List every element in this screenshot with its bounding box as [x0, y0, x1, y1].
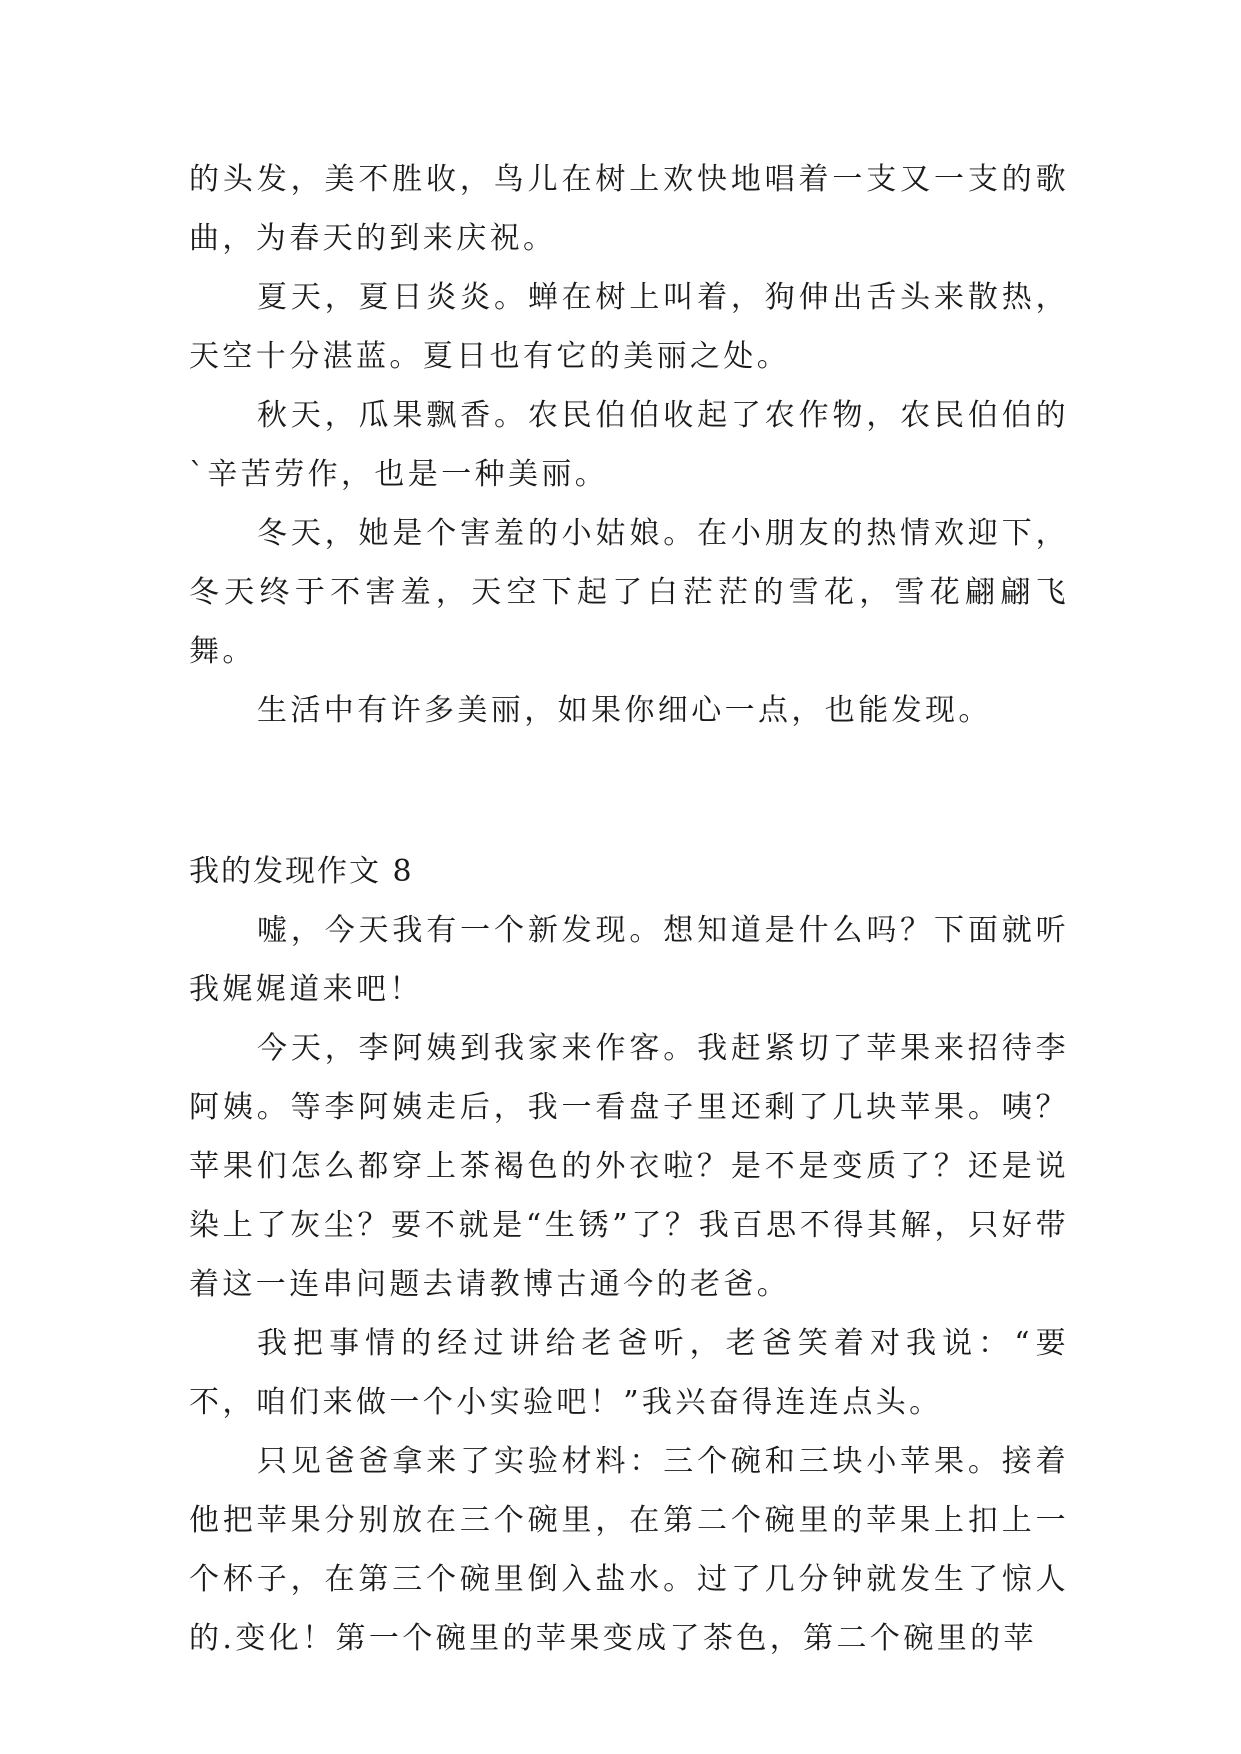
- paragraph-conclusion: 生活中有许多美丽，如果你细心一点，也能发现。: [257, 693, 992, 728]
- paragraph-intro: 嘘，今天我有一个新发现。想知道是什么吗？下面就听我娓娓道来吧！: [189, 913, 1069, 1007]
- paragraph-summer: 夏天，夏日炎炎。蝉在树上叫着，狗伸出舌头来散热，天空十分湛蓝。夏日也有它的美丽之处。: [189, 280, 1069, 374]
- paragraph-winter: 冬天，她是个害羞的小姑娘。在小朋友的热情欢迎下，冬天终于不害羞，天空下起了白茫茫的雪花，雪花翩翩飞舞。: [189, 516, 1069, 669]
- essay-title: 我的发现作文 8: [189, 854, 414, 889]
- paragraph-dad-response: 我把事情的经过讲给老爸听，老爸笑着对我说：“要不，咱们来做一个小实验吧！”我兴奋得连连点头。: [189, 1326, 1069, 1420]
- document-body: [189, 150, 1069, 1668]
- paragraph-apple-discovery: 今天，李阿姨到我家来作客。我赶紧切了苹果来招待李阿姨。等李阿姨走后，我一看盘子里还剩了几块苹果。咦？苹果们怎么都穿上茶褐色的外衣啦？是不是变质了？还是说染上了灰尘？要不就是“生锈”了？我百思不得其解，只好带着这一连串问题去请教博古通今的老爸。: [189, 1031, 1069, 1302]
- section-spacer: [189, 740, 1069, 842]
- paragraph-autumn: 秋天，瓜果飘香。农民伯伯收起了农作物，农民伯伯的`辛苦劳作，也是一种美丽。: [189, 398, 1069, 492]
- paragraph-experiment: 只见爸爸拿来了实验材料：三个碗和三块小苹果。接着他把苹果分别放在三个碗里，在第二个碗里的苹果上扣上一个杯子，在第三个碗里倒入盐水。过了几分钟就发生了惊人的.变化！第一个碗里的苹果变成了茶色，第二个碗里的苹: [189, 1444, 1069, 1656]
- paragraph-spring-end: 的头发，美不胜收，鸟儿在树上欢快地唱着一支又一支的歌曲，为春天的到来庆祝。: [189, 162, 1069, 256]
